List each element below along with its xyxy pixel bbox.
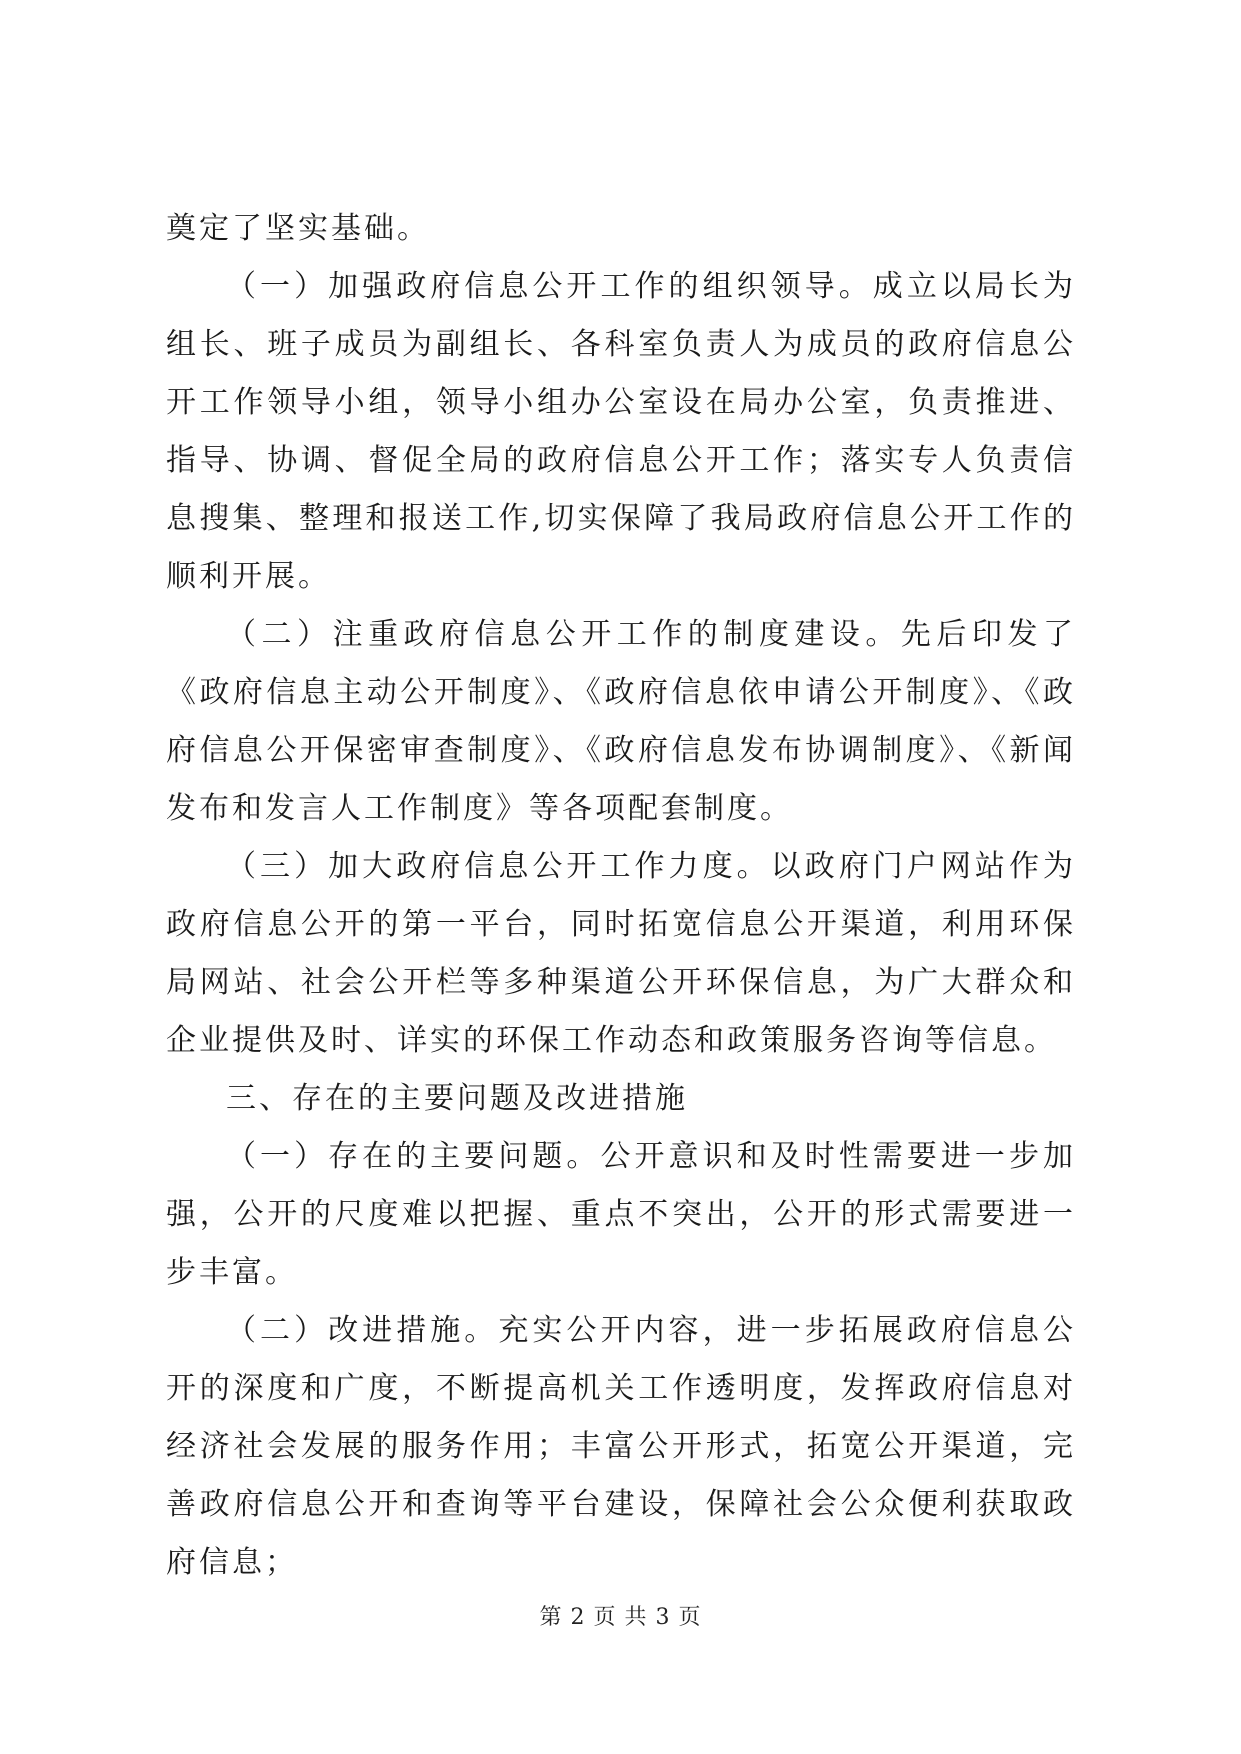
document-body (166, 200, 1076, 1592)
paragraph-section-1: （一）加强政府信息公开工作的组织领导。成立以局长为组长、班子成员为副组长、各科室负责人为成员的政府信息公开工作领导小组，领导小组办公室设在局办公室，负责推进、指导、协调、督促全局的政府信息公开工作；落实专人负责信息搜集、整理和报送工作,切实保障了我局政府信息公开工作的顺利开展。 (166, 269, 1076, 594)
section-heading: 三、存在的主要问题及改进措施 (226, 1081, 688, 1116)
paragraph-measures: （二）改进措施。充实公开内容，进一步拓展政府信息公开的深度和广度，不断提高机关工作透明度，发挥政府信息对经济社会发展的服务作用；丰富公开形式，拓宽公开渠道，完善政府信息公开和查询等平台建设，保障社会公众便利获取政府信息； (166, 1313, 1076, 1580)
paragraph-problems: （一）存在的主要问题。公开意识和及时性需要进一步加强，公开的尺度难以把握、重点不突出，公开的形式需要进一步丰富。 (166, 1139, 1076, 1290)
paragraph-section-2: （二）注重政府信息公开工作的制度建设。先后印发了《政府信息主动公开制度》、《政府信息依申请公开制度》、《政府信息公开保密审查制度》、《政府信息发布协调制度》、《新闻发布和发言人工作制度》等各项配套制度。 (166, 617, 1076, 826)
paragraph-continuation: 奠定了坚实基础。 (166, 211, 430, 246)
paragraph-section-3: （三）加大政府信息公开工作力度。以政府门户网站作为政府信息公开的第一平台，同时拓宽信息公开渠道，利用环保局网站、社会公开栏等多种渠道公开环保信息，为广大群众和企业提供及时、详实的环保工作动态和政策服务咨询等信息。 (166, 849, 1076, 1058)
page-footer: 第 2 页 共 3 页 (539, 1605, 702, 1630)
